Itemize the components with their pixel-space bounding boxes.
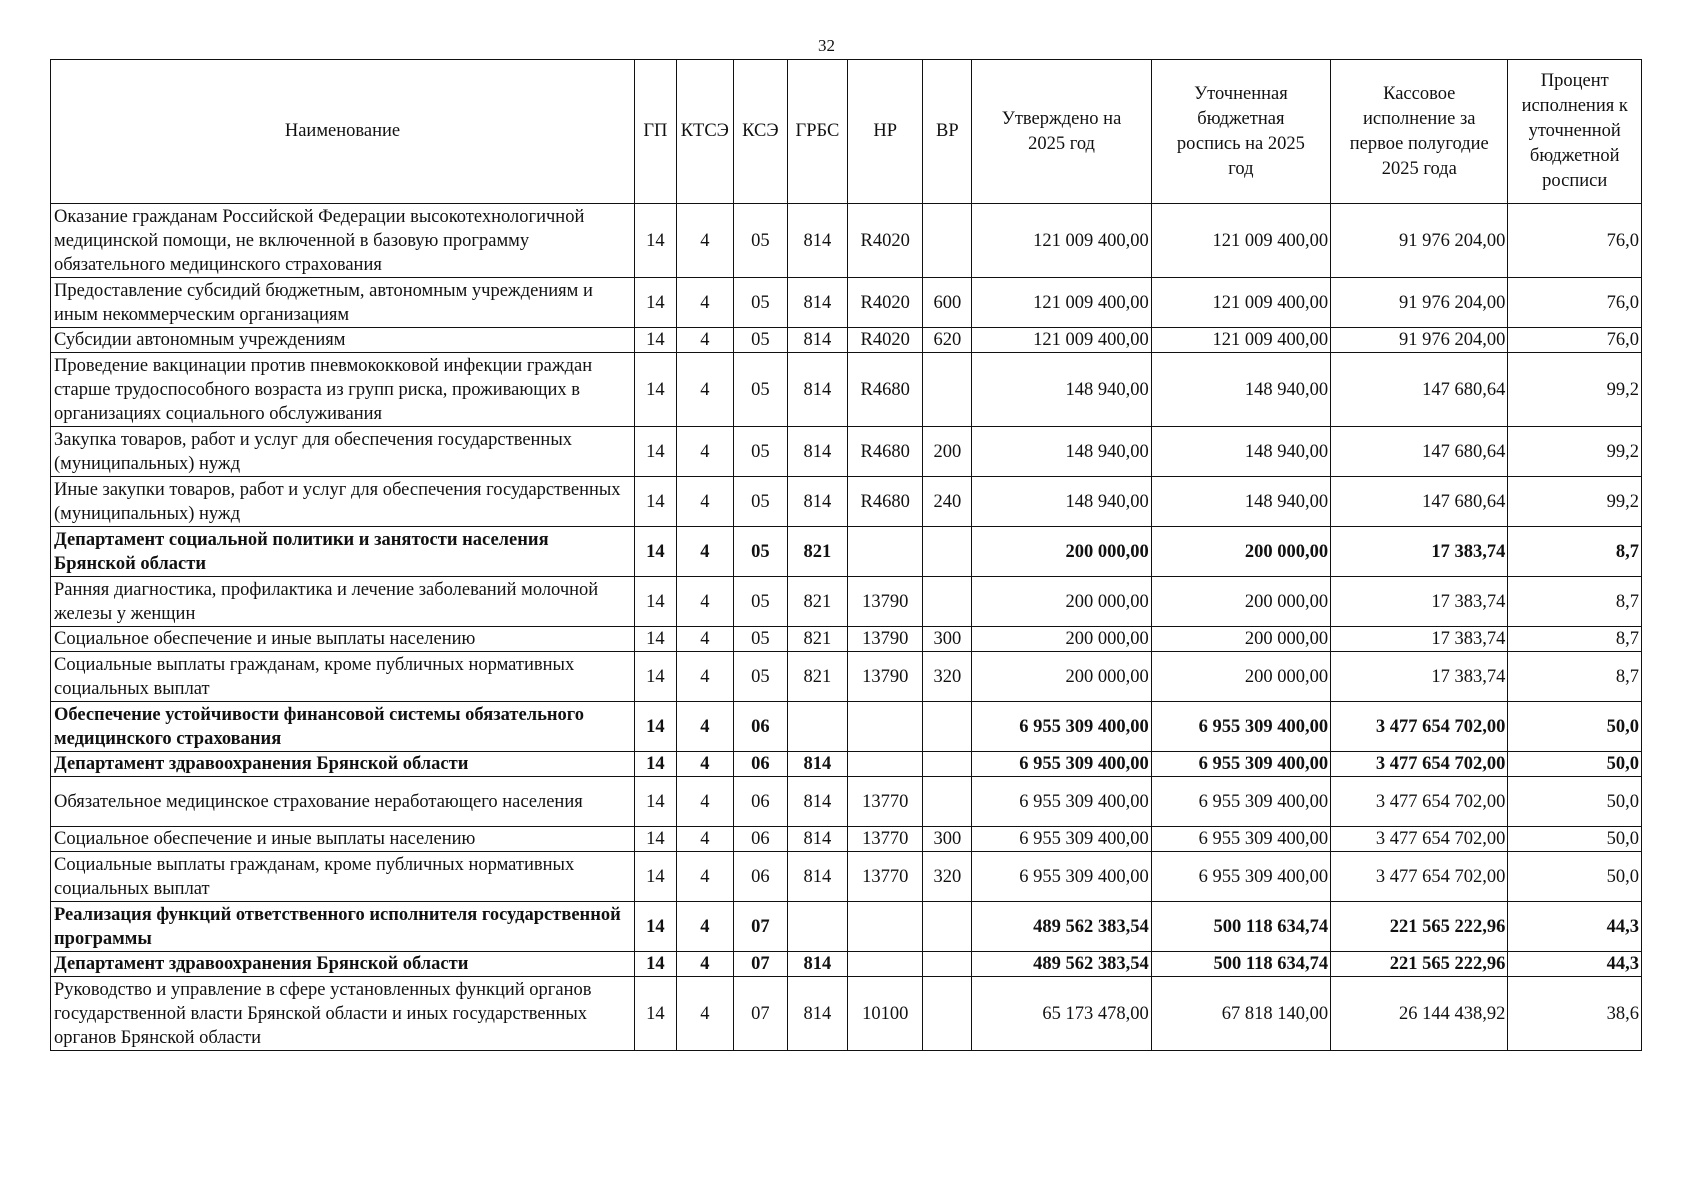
cell-ktse: 4	[676, 278, 733, 328]
cell-cash: 3 477 654 702,00	[1331, 752, 1508, 777]
cell-cash: 3 477 654 702,00	[1331, 702, 1508, 752]
cell-grbs: 814	[787, 353, 847, 427]
table-row	[51, 902, 1642, 952]
cell-cash: 91 976 204,00	[1331, 204, 1508, 278]
cell-percent: 50,0	[1508, 777, 1642, 827]
cell-nr: 13790	[847, 577, 922, 627]
table-row	[51, 752, 1642, 777]
cell-name: Обязательное медицинское страхование неработающего населения	[51, 777, 635, 827]
cell-name: Социальное обеспечение и иные выплаты населению	[51, 827, 635, 852]
cell-approved: 489 562 383,54	[972, 902, 1151, 952]
cell-kse: 05	[733, 577, 787, 627]
cell-nr: R4680	[847, 353, 922, 427]
cell-approved: 6 955 309 400,00	[972, 852, 1151, 902]
col-header-approved: Утверждено на 2025 год	[972, 60, 1151, 204]
cell-refined: 121 009 400,00	[1151, 204, 1330, 278]
cell-gp: 14	[635, 777, 677, 827]
cell-vr: 320	[923, 852, 972, 902]
cell-vr	[923, 902, 972, 952]
cell-kse: 07	[733, 952, 787, 977]
cell-name: Предоставление субсидий бюджетным, автономным учреждениям и иным некоммерческим организациям	[51, 278, 635, 328]
cell-nr: R4680	[847, 477, 922, 527]
cell-cash: 91 976 204,00	[1331, 278, 1508, 328]
cell-cash: 17 383,74	[1331, 577, 1508, 627]
cell-vr	[923, 577, 972, 627]
cell-name: Проведение вакцинации против пневмококковой инфекции граждан старше трудоспособного возраста из групп риска, проживающих в организациях социального обслуживания	[51, 353, 635, 427]
cell-cash: 3 477 654 702,00	[1331, 827, 1508, 852]
cell-grbs: 814	[787, 752, 847, 777]
cell-grbs	[787, 702, 847, 752]
cell-ktse: 4	[676, 204, 733, 278]
cell-gp: 14	[635, 204, 677, 278]
cell-approved: 148 940,00	[972, 477, 1151, 527]
cell-percent: 76,0	[1508, 204, 1642, 278]
cell-name: Департамент здравоохранения Брянской области	[51, 952, 635, 977]
cell-approved: 65 173 478,00	[972, 977, 1151, 1051]
cell-vr: 320	[923, 652, 972, 702]
cell-vr: 620	[923, 328, 972, 353]
cell-refined: 6 955 309 400,00	[1151, 827, 1330, 852]
cell-kse: 06	[733, 752, 787, 777]
cell-percent: 99,2	[1508, 477, 1642, 527]
cell-refined: 200 000,00	[1151, 627, 1330, 652]
cell-name: Ранняя диагностика, профилактика и лечение заболеваний молочной железы у женщин	[51, 577, 635, 627]
cell-nr: R4020	[847, 278, 922, 328]
table-row	[51, 627, 1642, 652]
cell-refined: 6 955 309 400,00	[1151, 752, 1330, 777]
cell-nr: 13770	[847, 852, 922, 902]
cell-vr: 240	[923, 477, 972, 527]
cell-kse: 05	[733, 353, 787, 427]
cell-percent: 50,0	[1508, 852, 1642, 902]
cell-cash: 3 477 654 702,00	[1331, 777, 1508, 827]
cell-cash: 17 383,74	[1331, 527, 1508, 577]
cell-approved: 121 009 400,00	[972, 278, 1151, 328]
cell-refined: 121 009 400,00	[1151, 328, 1330, 353]
cell-cash: 147 680,64	[1331, 477, 1508, 527]
page-number: 32	[818, 36, 835, 55]
cell-ktse: 4	[676, 902, 733, 952]
cell-grbs: 814	[787, 328, 847, 353]
cell-refined: 6 955 309 400,00	[1151, 852, 1330, 902]
cell-grbs: 814	[787, 477, 847, 527]
cell-grbs: 814	[787, 278, 847, 328]
cell-gp: 14	[635, 328, 677, 353]
cell-approved: 200 000,00	[972, 527, 1151, 577]
cell-kse: 05	[733, 627, 787, 652]
cell-refined: 6 955 309 400,00	[1151, 777, 1330, 827]
cell-gp: 14	[635, 827, 677, 852]
cell-kse: 05	[733, 328, 787, 353]
cell-name: Социальное обеспечение и иные выплаты населению	[51, 627, 635, 652]
cell-nr: 10100	[847, 977, 922, 1051]
cell-percent: 76,0	[1508, 278, 1642, 328]
col-header-gp: ГП	[635, 60, 677, 204]
cell-kse: 05	[733, 204, 787, 278]
cell-ktse: 4	[676, 477, 733, 527]
cell-vr: 600	[923, 278, 972, 328]
cell-refined: 121 009 400,00	[1151, 278, 1330, 328]
cell-kse: 05	[733, 527, 787, 577]
cell-percent: 38,6	[1508, 977, 1642, 1051]
cell-kse: 05	[733, 427, 787, 477]
cell-ktse: 4	[676, 577, 733, 627]
cell-approved: 6 955 309 400,00	[972, 752, 1151, 777]
cell-grbs: 814	[787, 204, 847, 278]
cell-gp: 14	[635, 477, 677, 527]
cell-kse: 05	[733, 477, 787, 527]
col-header-kse: КСЭ	[733, 60, 787, 204]
cell-cash: 91 976 204,00	[1331, 328, 1508, 353]
cell-cash: 3 477 654 702,00	[1331, 852, 1508, 902]
col-header-percent: Процент исполнения к уточненной бюджетной росписи	[1508, 60, 1642, 204]
cell-grbs: 814	[787, 977, 847, 1051]
cell-kse: 05	[733, 652, 787, 702]
cell-nr: 13790	[847, 627, 922, 652]
cell-gp: 14	[635, 702, 677, 752]
cell-vr: 300	[923, 827, 972, 852]
cell-nr	[847, 902, 922, 952]
cell-ktse: 4	[676, 702, 733, 752]
cell-cash: 221 565 222,96	[1331, 902, 1508, 952]
cell-name: Социальные выплаты гражданам, кроме публичных нормативных социальных выплат	[51, 852, 635, 902]
cell-gp: 14	[635, 427, 677, 477]
cell-kse: 05	[733, 278, 787, 328]
cell-vr	[923, 977, 972, 1051]
cell-ktse: 4	[676, 527, 733, 577]
cell-approved: 200 000,00	[972, 627, 1151, 652]
cell-name: Реализация функций ответственного исполнителя государственной программы	[51, 902, 635, 952]
cell-percent: 50,0	[1508, 752, 1642, 777]
cell-vr	[923, 204, 972, 278]
cell-refined: 148 940,00	[1151, 477, 1330, 527]
col-header-ktse: КТСЭ	[676, 60, 733, 204]
cell-grbs: 814	[787, 777, 847, 827]
table-row	[51, 952, 1642, 977]
cell-percent: 99,2	[1508, 427, 1642, 477]
table-body	[51, 204, 1642, 1051]
cell-grbs: 821	[787, 652, 847, 702]
cell-ktse: 4	[676, 852, 733, 902]
cell-cash: 17 383,74	[1331, 627, 1508, 652]
cell-cash: 26 144 438,92	[1331, 977, 1508, 1051]
cell-vr	[923, 777, 972, 827]
cell-percent: 50,0	[1508, 702, 1642, 752]
cell-approved: 489 562 383,54	[972, 952, 1151, 977]
table-row	[51, 328, 1642, 353]
table-row	[51, 977, 1642, 1051]
table-header-row	[51, 60, 1642, 204]
table-row	[51, 427, 1642, 477]
table-row	[51, 777, 1642, 827]
col-header-grbs: ГРБС	[787, 60, 847, 204]
cell-approved: 200 000,00	[972, 652, 1151, 702]
cell-cash: 147 680,64	[1331, 353, 1508, 427]
cell-nr: 13770	[847, 777, 922, 827]
cell-grbs: 821	[787, 527, 847, 577]
cell-name: Социальные выплаты гражданам, кроме публичных нормативных социальных выплат	[51, 652, 635, 702]
cell-nr	[847, 952, 922, 977]
cell-kse: 06	[733, 702, 787, 752]
cell-percent: 8,7	[1508, 527, 1642, 577]
cell-grbs: 814	[787, 952, 847, 977]
cell-ktse: 4	[676, 977, 733, 1051]
table-row	[51, 827, 1642, 852]
cell-refined: 6 955 309 400,00	[1151, 702, 1330, 752]
cell-cash: 17 383,74	[1331, 652, 1508, 702]
cell-gp: 14	[635, 852, 677, 902]
cell-percent: 44,3	[1508, 902, 1642, 952]
cell-approved: 6 955 309 400,00	[972, 777, 1151, 827]
cell-percent: 8,7	[1508, 652, 1642, 702]
table-row	[51, 577, 1642, 627]
cell-vr	[923, 527, 972, 577]
cell-percent: 44,3	[1508, 952, 1642, 977]
cell-refined: 200 000,00	[1151, 652, 1330, 702]
cell-gp: 14	[635, 527, 677, 577]
cell-percent: 50,0	[1508, 827, 1642, 852]
cell-gp: 14	[635, 353, 677, 427]
cell-approved: 6 955 309 400,00	[972, 827, 1151, 852]
col-header-name: Наименование	[51, 60, 635, 204]
cell-approved: 200 000,00	[972, 577, 1151, 627]
cell-ktse: 4	[676, 652, 733, 702]
cell-nr	[847, 527, 922, 577]
cell-gp: 14	[635, 627, 677, 652]
cell-percent: 8,7	[1508, 577, 1642, 627]
cell-grbs: 814	[787, 852, 847, 902]
cell-ktse: 4	[676, 627, 733, 652]
table-row	[51, 477, 1642, 527]
cell-grbs: 814	[787, 427, 847, 477]
cell-ktse: 4	[676, 952, 733, 977]
cell-vr	[923, 353, 972, 427]
table-row	[51, 527, 1642, 577]
cell-refined: 200 000,00	[1151, 577, 1330, 627]
cell-nr	[847, 752, 922, 777]
col-header-vr: ВР	[923, 60, 972, 204]
table-row	[51, 204, 1642, 278]
cell-gp: 14	[635, 752, 677, 777]
cell-nr: 13790	[847, 652, 922, 702]
table-row	[51, 353, 1642, 427]
cell-ktse: 4	[676, 777, 733, 827]
cell-gp: 14	[635, 977, 677, 1051]
cell-name: Департамент социальной политики и занятости населения Брянской области	[51, 527, 635, 577]
cell-refined: 500 118 634,74	[1151, 952, 1330, 977]
cell-kse: 07	[733, 977, 787, 1051]
cell-name: Обеспечение устойчивости финансовой системы обязательного медицинского страхования	[51, 702, 635, 752]
cell-ktse: 4	[676, 328, 733, 353]
cell-approved: 6 955 309 400,00	[972, 702, 1151, 752]
cell-name: Оказание гражданам Российской Федерации высокотехнологичной медицинской помощи, не включенной в базовую программу обязательного медицинского страхования	[51, 204, 635, 278]
cell-gp: 14	[635, 652, 677, 702]
cell-kse: 07	[733, 902, 787, 952]
cell-refined: 148 940,00	[1151, 353, 1330, 427]
cell-ktse: 4	[676, 427, 733, 477]
cell-approved: 148 940,00	[972, 353, 1151, 427]
cell-vr	[923, 752, 972, 777]
cell-percent: 76,0	[1508, 328, 1642, 353]
cell-nr	[847, 702, 922, 752]
cell-percent: 99,2	[1508, 353, 1642, 427]
cell-refined: 148 940,00	[1151, 427, 1330, 477]
cell-name: Руководство и управление в сфере установленных функций органов государственной власти Брянской области и иных государственных органов Брянской области	[51, 977, 635, 1051]
col-header-cash: Кассовое исполнение за первое полугодие 2025 года	[1331, 60, 1508, 204]
cell-nr: R4020	[847, 328, 922, 353]
cell-grbs: 814	[787, 827, 847, 852]
cell-gp: 14	[635, 278, 677, 328]
cell-vr	[923, 952, 972, 977]
cell-vr: 300	[923, 627, 972, 652]
cell-gp: 14	[635, 577, 677, 627]
cell-name: Субсидии автономным учреждениям	[51, 328, 635, 353]
cell-refined: 67 818 140,00	[1151, 977, 1330, 1051]
cell-kse: 06	[733, 852, 787, 902]
cell-nr: R4020	[847, 204, 922, 278]
cell-name: Иные закупки товаров, работ и услуг для обеспечения государственных (муниципальных) нужд	[51, 477, 635, 527]
cell-ktse: 4	[676, 353, 733, 427]
cell-cash: 147 680,64	[1331, 427, 1508, 477]
cell-cash: 221 565 222,96	[1331, 952, 1508, 977]
cell-gp: 14	[635, 952, 677, 977]
cell-vr	[923, 702, 972, 752]
cell-name: Закупка товаров, работ и услуг для обеспечения государственных (муниципальных) нужд	[51, 427, 635, 477]
cell-name: Департамент здравоохранения Брянской области	[51, 752, 635, 777]
col-header-refined: Уточненная бюджетная роспись на 2025 год	[1151, 60, 1330, 204]
cell-approved: 121 009 400,00	[972, 328, 1151, 353]
cell-grbs	[787, 902, 847, 952]
budget-table	[50, 59, 1642, 1051]
col-header-nr: НР	[847, 60, 922, 204]
cell-refined: 200 000,00	[1151, 527, 1330, 577]
cell-vr: 200	[923, 427, 972, 477]
cell-grbs: 821	[787, 577, 847, 627]
table-row	[51, 278, 1642, 328]
cell-gp: 14	[635, 902, 677, 952]
table-row	[51, 852, 1642, 902]
cell-ktse: 4	[676, 827, 733, 852]
table-row	[51, 652, 1642, 702]
table-row	[51, 702, 1642, 752]
cell-grbs: 821	[787, 627, 847, 652]
cell-nr: R4680	[847, 427, 922, 477]
cell-kse: 06	[733, 777, 787, 827]
cell-nr: 13770	[847, 827, 922, 852]
cell-kse: 06	[733, 827, 787, 852]
cell-approved: 121 009 400,00	[972, 204, 1151, 278]
cell-refined: 500 118 634,74	[1151, 902, 1330, 952]
cell-approved: 148 940,00	[972, 427, 1151, 477]
cell-ktse: 4	[676, 752, 733, 777]
cell-percent: 8,7	[1508, 627, 1642, 652]
